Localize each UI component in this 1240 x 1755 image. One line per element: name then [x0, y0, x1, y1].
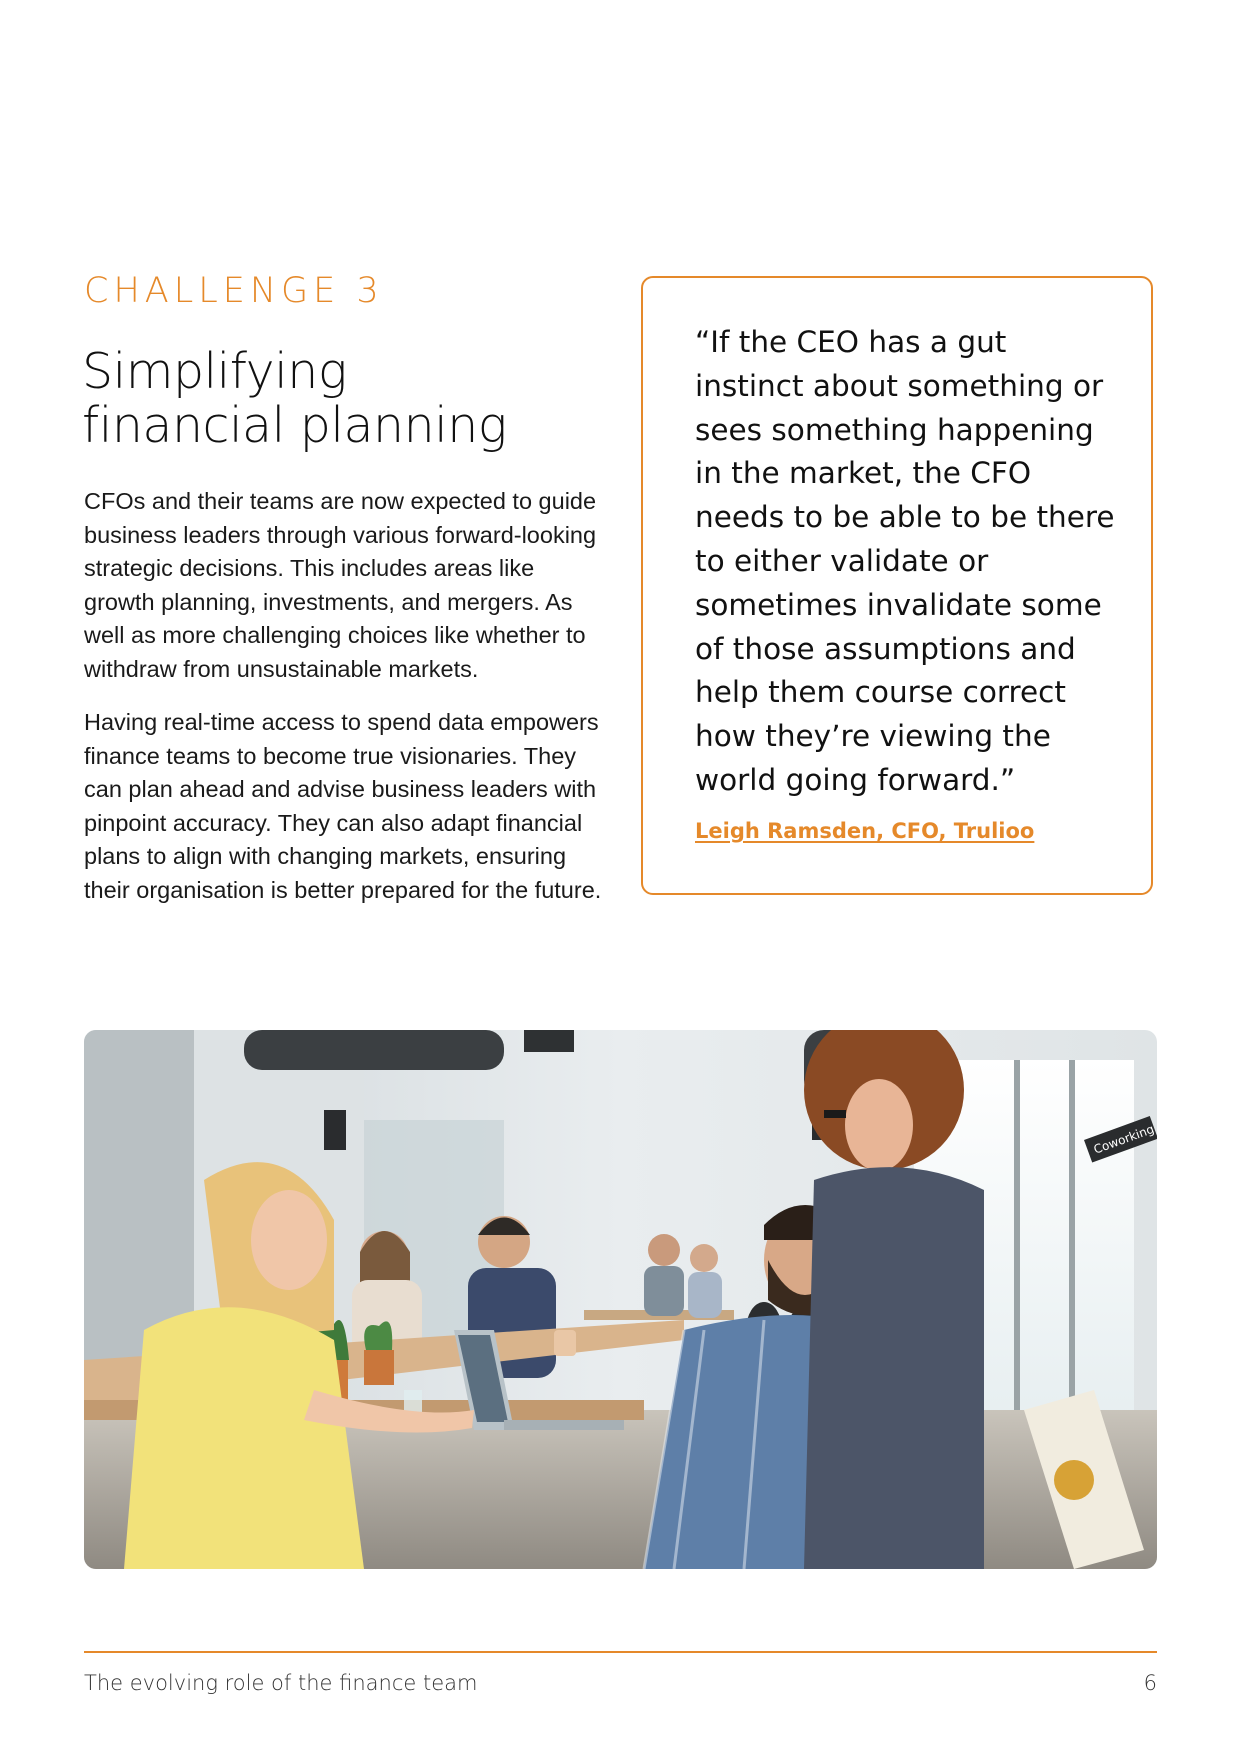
footer-title: The evolving role of the finance team: [84, 1671, 478, 1695]
title-line-1: Simplifying: [82, 343, 347, 400]
quote-attribution-link[interactable]: Leigh Ramsden, CFO, Trulioo: [695, 819, 1035, 843]
body-text: [84, 485, 604, 927]
page-title: [82, 345, 582, 453]
quote-text: “If the CEO has a gut instinct about something or sees something happening in the market, the CFO needs to be able to be there to either validate or sometimes invalidate some of those assumptions and help them course correct how they’re viewing the world going forward.”: [695, 325, 1115, 797]
body-paragraph-2: Having real-time access to spend data empowers finance teams to become true visionaries. They can plan ahead and advise business leaders with pinpoint accuracy. They can also adapt financial plans to align with changing markets, ensuring their organisation is better prepared for the future.: [84, 709, 602, 903]
office-meeting-photo: [84, 1030, 1157, 1569]
challenge-eyebrow: CHALLENGE 3: [84, 271, 384, 311]
title-line-2: financial planning: [82, 397, 507, 454]
body-paragraph-1: CFOs and their teams are now expected to guide business leaders through various forward-looking strategic decisions. This includes areas like growth planning, investments, and mergers. As well as more challenging choices like whether to withdraw from unsustainable markets.: [84, 488, 597, 682]
coworking-sign: Coworking: [1091, 1121, 1156, 1157]
footer-divider: [84, 1651, 1157, 1653]
photo-illustration: [84, 1030, 1157, 1569]
page-number: 6: [1143, 1671, 1157, 1695]
quote-box: [641, 276, 1153, 895]
